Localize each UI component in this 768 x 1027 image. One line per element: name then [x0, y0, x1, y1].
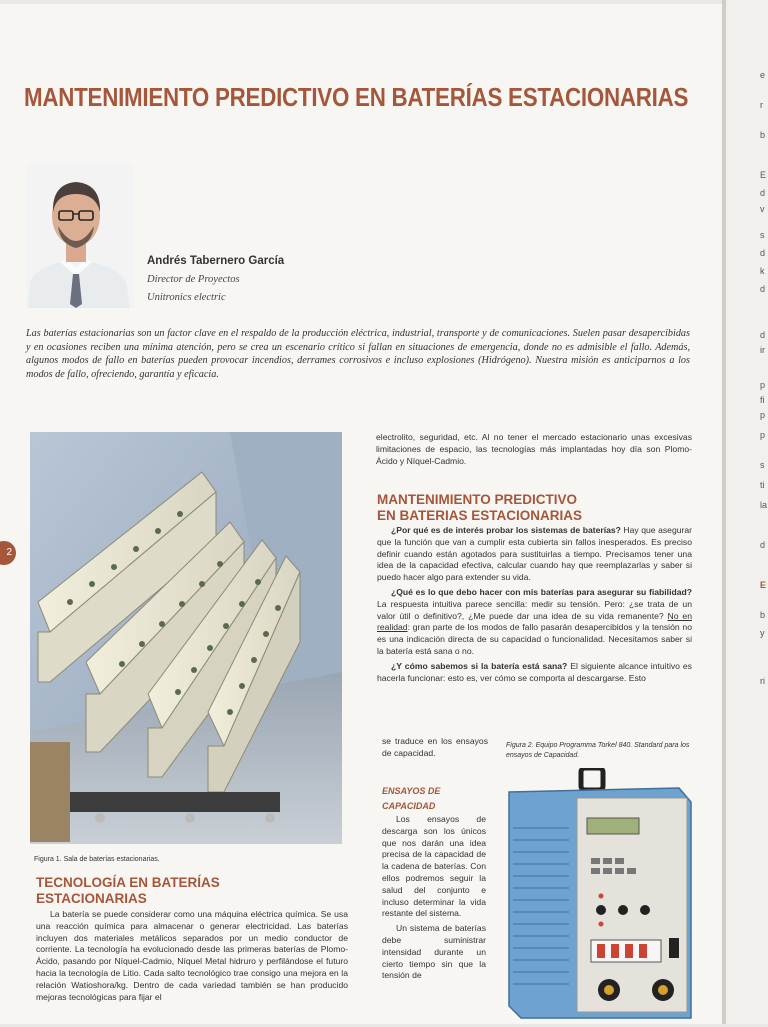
answer-3a: El siguiente alcance intuitivo es hacerla funcionar: esto es, ver cómo se comporta al descargarse. Esto: [377, 660, 692, 683]
section1-heading-line1: TECNOLOGÍA EN BATERÍAS: [36, 875, 220, 890]
section2-body: [377, 525, 692, 687]
section3-body: [382, 814, 486, 985]
author-company: Unitronics electric: [147, 292, 226, 303]
section3-paragraph-1: Los ensayos de descarga son los únicos que nos darán una idea precisa de la capacidad de la cadena de baterías. Con ellos podremos seguir la salud del conjunto e incluso determinar la vida restante del sistema.: [382, 814, 486, 919]
section3-paragraph-2: Un sistema de baterías debe suministrar intensidad durante un cierto tiempo sin que la tensión de: [382, 923, 486, 981]
section2-paragraph-3: [377, 661, 692, 685]
page-number-badge: 2: [0, 541, 16, 565]
column2-intro: electrolito, seguridad, etc. Al no tener el mercado estacionario unas excesivas limitaciones de espacio, las tecnologías más implantadas hoy día son Plomo-Ácido y Níquel-Cadmio.: [376, 432, 692, 466]
article-title: MANTENIMIENTO PREDICTIVO EN BATERÍAS ESTACIONARIAS: [24, 82, 689, 112]
answer-2b: : gran parte de los modos de fallo pasarán desapercibidos y la tensión no es una indicación directa de su capacidad o funcionalidad. Necesitamos saber si la batería está sana o no.: [377, 622, 692, 656]
section3-heading: [382, 784, 440, 814]
figure2-caption: Figura 2. Equipo Programma Torkel 840. Standard para los ensayos de Capacidad.: [506, 742, 690, 759]
magazine-page: [0, 4, 722, 1024]
question-1: ¿Por qué es de interés probar los sistemas de baterías?: [391, 525, 621, 535]
author-role: Director de Proyectos: [147, 274, 240, 285]
section2-heading-line1: MANTENIMIENTO PREDICTIVO: [377, 492, 578, 507]
answer-2a: La respuesta intuitiva parece sencilla: medir su tensión. Pero: ¿se trata de un valor útil o definitivo?, ¿Me puede dar una idea de su vida remanente?: [377, 598, 692, 621]
battery-room-photo: [30, 432, 342, 844]
section2-paragraph-2: [377, 587, 692, 658]
section2-paragraph-1: [377, 525, 692, 584]
section2-heading: [377, 492, 582, 524]
section2-heading-line2: EN BATERIAS ESTACIONARIAS: [377, 508, 583, 523]
section3-heading-line2: CAPACIDAD: [382, 801, 436, 811]
section1-heading: [36, 875, 220, 907]
author-name: Andrés Tabernero García: [147, 255, 285, 267]
section1-body: La batería se puede considerar como una máquina eléctrica química. Se usa una reacción química para almacenar o generar electricidad. Las baterías incluyen dos materiales metálicos separados por un medio conductor de corriente. La tecnología ha evolucionado desde las primeras baterías de Plomo-Ácido, pasando por Níquel-Cadmio, Níquel Metal hidruro y perfilándose el futuro hacia la tecnología de Litio. Cada salto tecnológico trae consigo una mejora en la relación Watioshora/kg. Dentro de cada variedad también se han producido mejoras tecnológicas para fijar el: [36, 909, 348, 1002]
figure1-caption: Figura 1. Sala de baterías estacionarias.: [34, 856, 160, 863]
answer-1: Hay que asegurar que la función que van a cumplir esta cubierta sin fallos inesperados. Es preciso definir cuando están agotados para sustituirlas a tiempo. Precisamos tener una idea de la capacidad efectiva, calcular cuando hay que reemplazarlas y saber si puedo hacer algo para extender su vida.: [377, 525, 693, 583]
question-3: ¿Y cómo sabemos si la batería está sana?: [391, 660, 568, 671]
section3-heading-line1: ENSAYOS DE: [382, 786, 441, 796]
author-photo: [26, 164, 134, 308]
question-2: ¿Qué es lo que debo hacer con mis baterías para asegurar su fiabilidad?: [391, 586, 692, 597]
article-abstract: Las baterías estacionarias son un factor clave en el respaldo de la producción eléctrica, industrial, transporte y de comunicaciones. Suelen pasar desapercibidas y en ocasiones reciben una mínima atención, pero se crea un escenario crítico si fallan en situaciones de emergencia, donde no es admisible el fallo. Además, algunos modos de fallo en baterías pueden provocar incendios, derrames corrosivos e incluso explosiones (Hidrógeno). Nuestra misión es anticiparnos a los modos de fallo, ofreciendo, garantía y eficacia.: [26, 328, 690, 380]
answer-2-underlined: No en realidad: [377, 610, 692, 633]
section1-heading-line2: ESTACIONARIAS: [36, 891, 147, 906]
section2-body-continued: se traduce en los ensayos de capacidad.: [382, 736, 488, 758]
torkel-840-device-photo: [503, 768, 695, 1022]
adjacent-page-edge: e r b E d v s d k d d ir p fi p p s ti la d E b y ri: [726, 0, 768, 1024]
